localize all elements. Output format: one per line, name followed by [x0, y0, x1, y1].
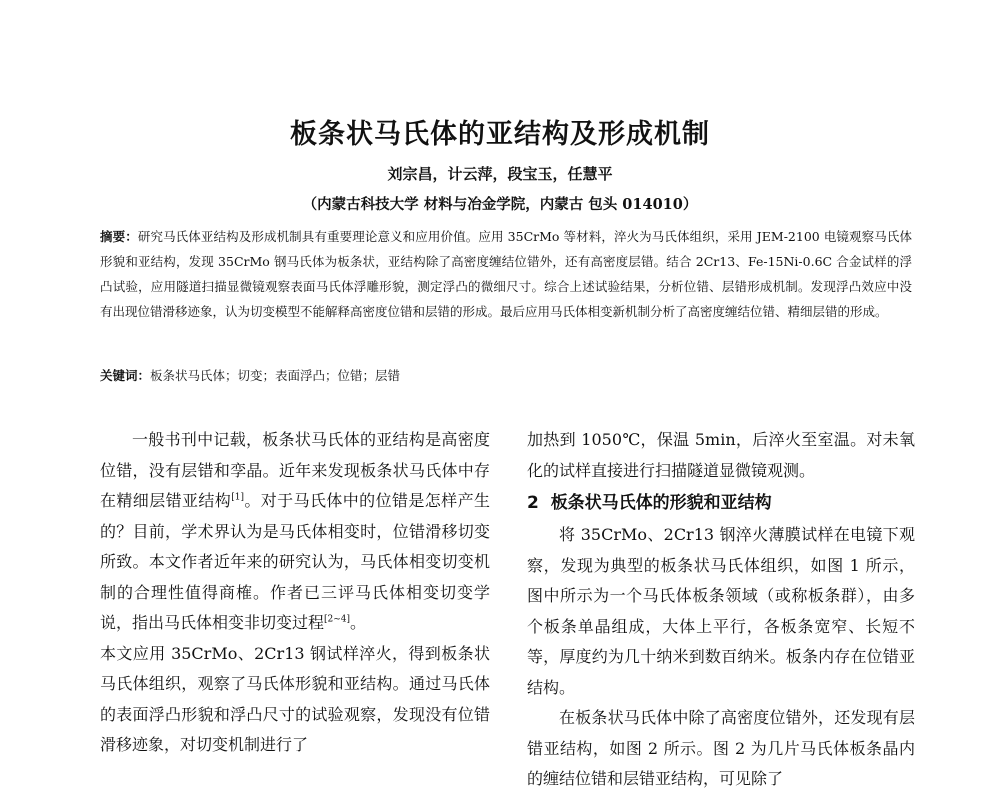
- section-title: 板条状马氏体的形貌和亚结构: [550, 493, 772, 513]
- keywords-text: 板条状马氏体；切变；表面浮凸；位错；层错: [150, 368, 401, 383]
- paper-title: 板条状马氏体的亚结构及形成机制: [290, 119, 710, 150]
- keywords-label: 关键词：: [100, 368, 151, 383]
- section-number: 2: [527, 493, 539, 513]
- method-paragraph-end: 加热到 1050℃，保温 5min，后淬火至室温。对未氧化的试样直接进行扫描隧道显微镜观测。: [527, 430, 915, 480]
- intro-text-a: 一般书刊中记载，板条状马氏体的亚结构是高密度位错，没有层错和孪晶。近年来发现板条状马氏体中存在精细层错亚结构: [100, 430, 490, 510]
- author-list: 刘宗昌，计云萍，段宝玉，任慧平: [387, 165, 613, 183]
- intro-paragraph-1: [100, 425, 490, 639]
- abstract-label: 摘要：: [100, 229, 138, 244]
- intro-text-b: 。对于马氏体中的位错是怎样产生的？目前，学术界认为是马氏体相变时，位错滑移切变所致。本文作者近年来的研究认为，马氏体相变切变机制的合理性值得商榷。作者已三评马氏体相变切变学说，指出马氏体相变非切变过程: [100, 491, 490, 632]
- intro-paragraph-2: 本文应用 35CrMo、2Cr13 钢试样淬火，得到板条状马氏体组织，观察了马氏体形貌和亚结构。通过马氏体的表面浮凸形貌和浮凸尺寸的试验观察，发现没有位错滑移迹象，对切变机制进行了: [100, 643, 490, 754]
- affiliation: （内蒙古科技大学 材料与冶金学院，内蒙古 包头 014010）: [302, 196, 698, 213]
- section-paragraph-1: 将 35CrMo、2Cr13 钢淬火薄膜试样在电镜下观察，发现为典型的板条状马氏体组织，如图 1 所示，图中所示为一个马氏体板条领域（或称板条群），由多个板条单晶组成，大体上平行，各板条宽窄、长短不等，厚度约为几十纳米到数百纳米。板条内存在位错亚结构。: [527, 525, 915, 697]
- intro-text-c: 。: [350, 613, 367, 632]
- citation-ref-1[interactable]: [1]: [231, 492, 244, 503]
- citation-ref-2-4[interactable]: [2~4]: [324, 614, 351, 625]
- abstract-text: 研究马氏体亚结构及形成机制具有重要理论意义和应用价值。应用 35CrMo 等材料，淬火为马氏体组织，采用 JEM-2100 电镜观察马氏体形貌和亚结构，发现 35CrMo 钢马氏体为板条状，亚结构除了高密度缠结位错外，还有高密度层错。结合 2Cr13、Fe-15Ni-0.6C 合金试样的浮凸试验，应用隧道扫描显微镜观察表面马氏体浮雕形貌，测定浮凸的微细尺寸。综合上述试验结果，分析位错、层错形成机制。发现浮凸效应中没有出现位错滑移迹象，认为切变模型不能解释高密度位错和层错的形成。最后应用马氏体相变新机制分析了高密度缠结位错、精细层错的形成。: [100, 229, 912, 319]
- body-column-right: [527, 425, 915, 795]
- section-paragraph-2: 在板条状马氏体中除了高密度位错外，还发现有层错亚结构，如图 2 所示。图 2 为几片马氏体板条晶内的缠结位错和层错亚结构，可见除了: [527, 708, 915, 788]
- section-heading: [527, 486, 915, 520]
- keywords: [100, 365, 912, 387]
- abstract: [100, 224, 912, 324]
- body-column-left: [100, 425, 490, 761]
